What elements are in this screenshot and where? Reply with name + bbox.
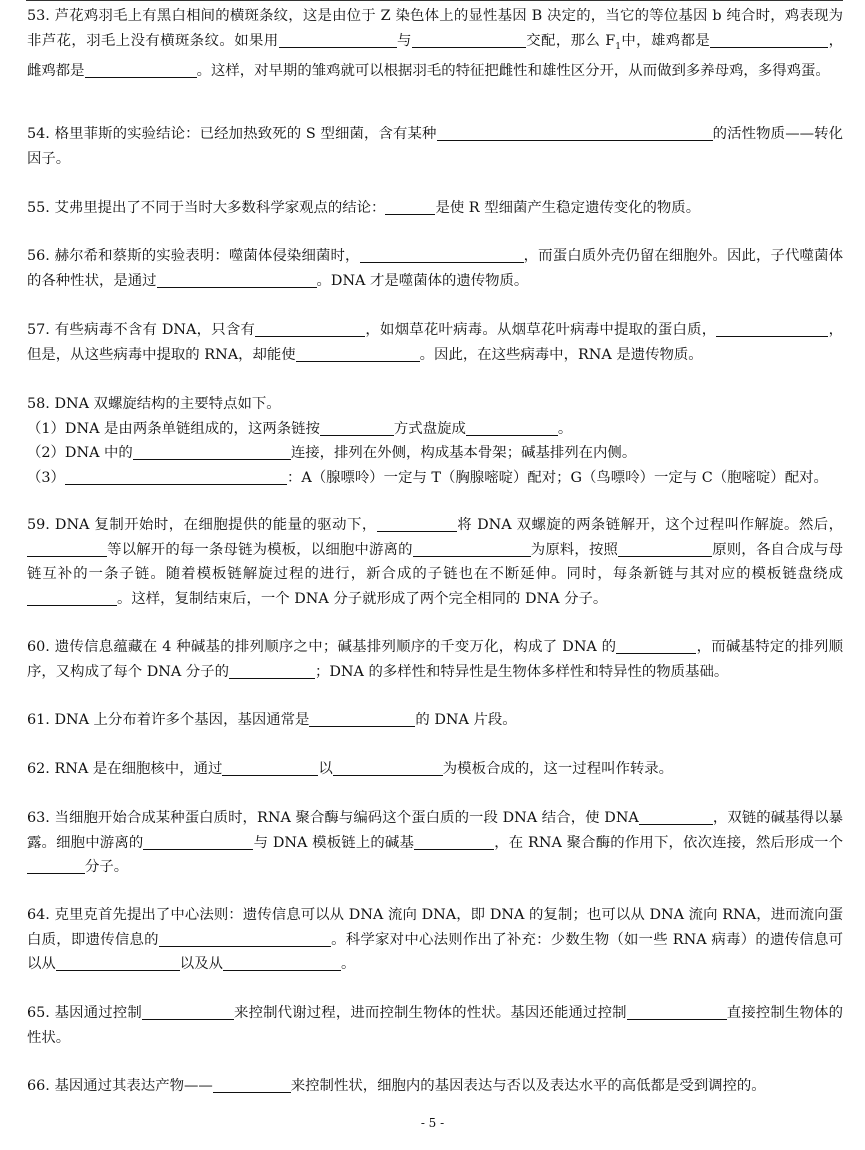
q59-blank-4[interactable] — [618, 540, 712, 557]
q53-blank-3[interactable] — [710, 31, 828, 48]
q58-blank-4[interactable] — [65, 468, 287, 485]
q57-text: 。因此，在这些病毒中，RNA 是遗传物质。 — [419, 346, 703, 363]
q61-text: 的 DNA 片段。 — [415, 712, 517, 728]
q64-text: 64. 克里克首先提出了中心法则：遗传信息可以从 DNA 流向 DNA，即 DNA 的复制；也可以从 DNA 流向 RNA，进而流向蛋白质，即遗传信息的 — [27, 907, 843, 948]
q53-text: 中，雄鸡都是 — [620, 32, 711, 49]
q53-text: 交配，那么 F — [525, 32, 616, 49]
q62-text: 以 — [318, 761, 333, 777]
q56-text: ，而蛋白质外壳仍留在细胞外。因此，子代噬菌体的各种性状，是通过 — [27, 248, 843, 289]
q58-text: 连接，排列在外侧，构成基本骨架；碱基排列在内侧。 — [290, 445, 637, 461]
q54-blank-1[interactable] — [437, 124, 713, 141]
q58-blank-2[interactable] — [466, 419, 558, 436]
q54-text: 的活性物质——转化因子。 — [27, 126, 843, 167]
q58-line-2 — [27, 441, 843, 466]
question-65 — [27, 1001, 843, 1050]
q58-text: （2）DNA 中的 — [27, 445, 133, 461]
page-number: - 5 - — [420, 1116, 445, 1130]
question-55 — [27, 196, 843, 221]
q58-line-1 — [27, 417, 843, 442]
q53-text: ，雌鸡都是 — [27, 32, 843, 79]
q57-text: 57. 有些病毒不含有 DNA，只含有 — [27, 322, 256, 338]
q56-blank-1[interactable] — [360, 246, 524, 263]
q61-text: 61. DNA 上分布着许多个基因，基因通常是 — [27, 712, 310, 728]
q66-blank-1[interactable] — [213, 1076, 291, 1093]
q58-blank-1[interactable] — [320, 419, 394, 436]
q54-text: 54. 格里菲斯的实验结论：已经加热致死的 S 型细菌，含有某种 — [27, 126, 437, 142]
question-56 — [27, 244, 843, 293]
q58-text: 。 — [557, 420, 573, 437]
q59-text: 等以解开的每一条母链为模板，以细胞中游离的 — [107, 541, 413, 558]
q65-blank-2[interactable] — [627, 1003, 727, 1020]
question-54 — [27, 122, 843, 171]
question-60 — [27, 635, 843, 684]
q60-blank-1[interactable] — [616, 637, 696, 654]
q59-text: 。这样，复制结束后，一个 DNA 分子就形成了两个完全相同的 DNA 分子。 — [117, 590, 608, 607]
q63-text: 分子。 — [85, 859, 129, 875]
q62-text: 为模板合成的，这一过程叫作转录。 — [442, 761, 674, 777]
q53-blank-1[interactable] — [279, 31, 397, 48]
q55-blank-1[interactable] — [385, 198, 435, 215]
q60-blank-2[interactable] — [229, 662, 315, 679]
q59-text: 为原料，按照 — [530, 541, 619, 558]
q63-blank-4[interactable] — [27, 857, 85, 874]
q56-text: 。DNA 才是噬菌体的遗传物质。 — [316, 272, 529, 289]
q63-text: 63. 当细胞开始合成某种蛋白质时，RNA 聚合酶与编码这个蛋白质的一段 DNA 结合，使 DNA — [27, 810, 639, 826]
q57-blank-2[interactable] — [716, 320, 828, 337]
q60-text: ，而碱基特定的排列顺序，又构成了每个 DNA 分子的 — [27, 639, 843, 680]
q63-blank-1[interactable] — [639, 808, 713, 825]
q64-blank-3[interactable] — [223, 954, 341, 971]
q63-blank-2[interactable] — [143, 833, 253, 850]
question-61 — [27, 708, 843, 733]
q61-blank-1[interactable] — [309, 710, 415, 727]
question-58 — [27, 392, 843, 490]
q59-text: 59. DNA 复制开始时，在细胞提供的能量的驱动下， — [27, 517, 377, 533]
q53-text: 与 — [396, 32, 412, 49]
q58-text: （3） — [27, 469, 65, 486]
q58-text: ：A（腺嘌呤）一定与 T（胸腺嘧啶）配对；G（鸟嘌呤）一定与 C（胞嘧啶）配对。 — [286, 469, 828, 486]
q57-blank-3[interactable] — [296, 345, 420, 362]
q65-text: 来控制代谢过程，进而控制生物体的性状。基因还能通过控制 — [233, 1005, 627, 1021]
question-64 — [27, 903, 843, 977]
q63-text: ，在 RNA 聚合酶的作用下，依次连接，然后形成一个 — [494, 834, 843, 851]
q57-text: ，但是，从这些病毒中提取的 RNA，却能使 — [27, 322, 843, 363]
q58-blank-3[interactable] — [133, 443, 291, 460]
q63-text: ，双链的碱基得以暴露。细胞中游离的 — [27, 810, 843, 851]
q59-blank-5[interactable] — [27, 589, 117, 606]
top-rule — [26, 0, 843, 1]
q57-blank-1[interactable] — [255, 320, 365, 337]
q53-blank-2[interactable] — [412, 31, 526, 48]
q65-text: 直接控制生物体的性状。 — [27, 1005, 843, 1046]
question-63 — [27, 806, 843, 880]
q66-text: 来控制性状，细胞内的基因表达与否以及表达水平的高低都是受到调控的。 — [290, 1078, 766, 1094]
q55-text: 是使 R 型细菌产生稳定遗传变化的物质。 — [435, 200, 701, 216]
q62-blank-2[interactable] — [333, 759, 443, 776]
q59-blank-3[interactable] — [413, 540, 531, 557]
q60-text: ；DNA 的多样性和特异性是生物体多样性和特异性的物质基础。 — [314, 663, 729, 680]
q62-blank-1[interactable] — [222, 759, 318, 776]
q56-blank-2[interactable] — [157, 271, 317, 288]
q58-title: 58. DNA 双螺旋结构的主要特点如下。 — [27, 396, 281, 412]
q58-text: （1）DNA 是由两条单链组成的，这两条链按 — [27, 420, 320, 437]
q60-text: 60. 遗传信息蕴藏在 4 种碱基的排列顺序之中；碱基排列顺序的千变万化，构成了 DNA 的 — [27, 639, 617, 655]
q64-text: 。科学家对中心法则作出了补充：少数生物（如一些 RNA 病毒）的遗传信息可以从 — [27, 931, 843, 972]
q63-text: 与 DNA 模板链上的碱基 — [253, 834, 415, 851]
q64-blank-1[interactable] — [159, 930, 331, 947]
question-66 — [27, 1074, 843, 1099]
q62-text: 62. RNA 是在细胞核中，通过 — [27, 761, 223, 777]
q58-text: 方式盘旋成 — [393, 420, 466, 437]
question-57 — [27, 318, 843, 367]
q65-text: 65. 基因通过控制 — [27, 1005, 142, 1021]
question-53 — [27, 4, 843, 83]
q65-blank-1[interactable] — [142, 1003, 234, 1020]
q63-blank-3[interactable] — [414, 833, 494, 850]
q64-text: 以及从 — [179, 956, 223, 972]
q55-text: 55. 艾弗里提出了不同于当时大多数科学家观点的结论： — [27, 200, 386, 216]
q59-text: 原则，各自合成与母链互补的一条子链。随着模板链解旋过程的进行，新合成的子链也在不断延伸。同时，每条新链与其对应的模板链盘绕成 — [27, 541, 843, 582]
q53-blank-4[interactable] — [85, 61, 197, 78]
q59-blank-1[interactable] — [377, 515, 457, 532]
question-59 — [27, 513, 843, 611]
question-62 — [27, 757, 843, 782]
q59-text: 将 DNA 双螺旋的两条链解开，这个过程叫作解旋。然后， — [456, 517, 843, 533]
q53-text: 。这样，对早期的雏鸡就可以根据羽毛的特征把雌性和雄性区分开，从而做到多养母鸡，多得鸡蛋。 — [196, 62, 830, 79]
q53-text: 53. 芦花鸡羽毛上有黑白相间的横斑条纹，这是由位于 Z 染色体上的显性基因 B 决定的，当它的等位基因 b 纯合时，鸡表现为非芦花，羽毛上没有横斑条纹。如果用 — [27, 8, 843, 49]
q58-line-3 — [27, 466, 843, 491]
q66-text: 66. 基因通过其表达产物—— — [27, 1078, 213, 1094]
q64-text: 。 — [340, 956, 356, 972]
q59-blank-2[interactable] — [27, 540, 107, 557]
q53-subscript: 1 — [615, 41, 621, 52]
q64-blank-2[interactable] — [56, 954, 180, 971]
q56-text: 56. 赫尔希和蔡斯的实验表明：噬菌体侵染细菌时， — [27, 248, 360, 264]
q57-text: ，如烟草花叶病毒。从烟草花叶病毒中提取的蛋白质， — [365, 322, 717, 338]
